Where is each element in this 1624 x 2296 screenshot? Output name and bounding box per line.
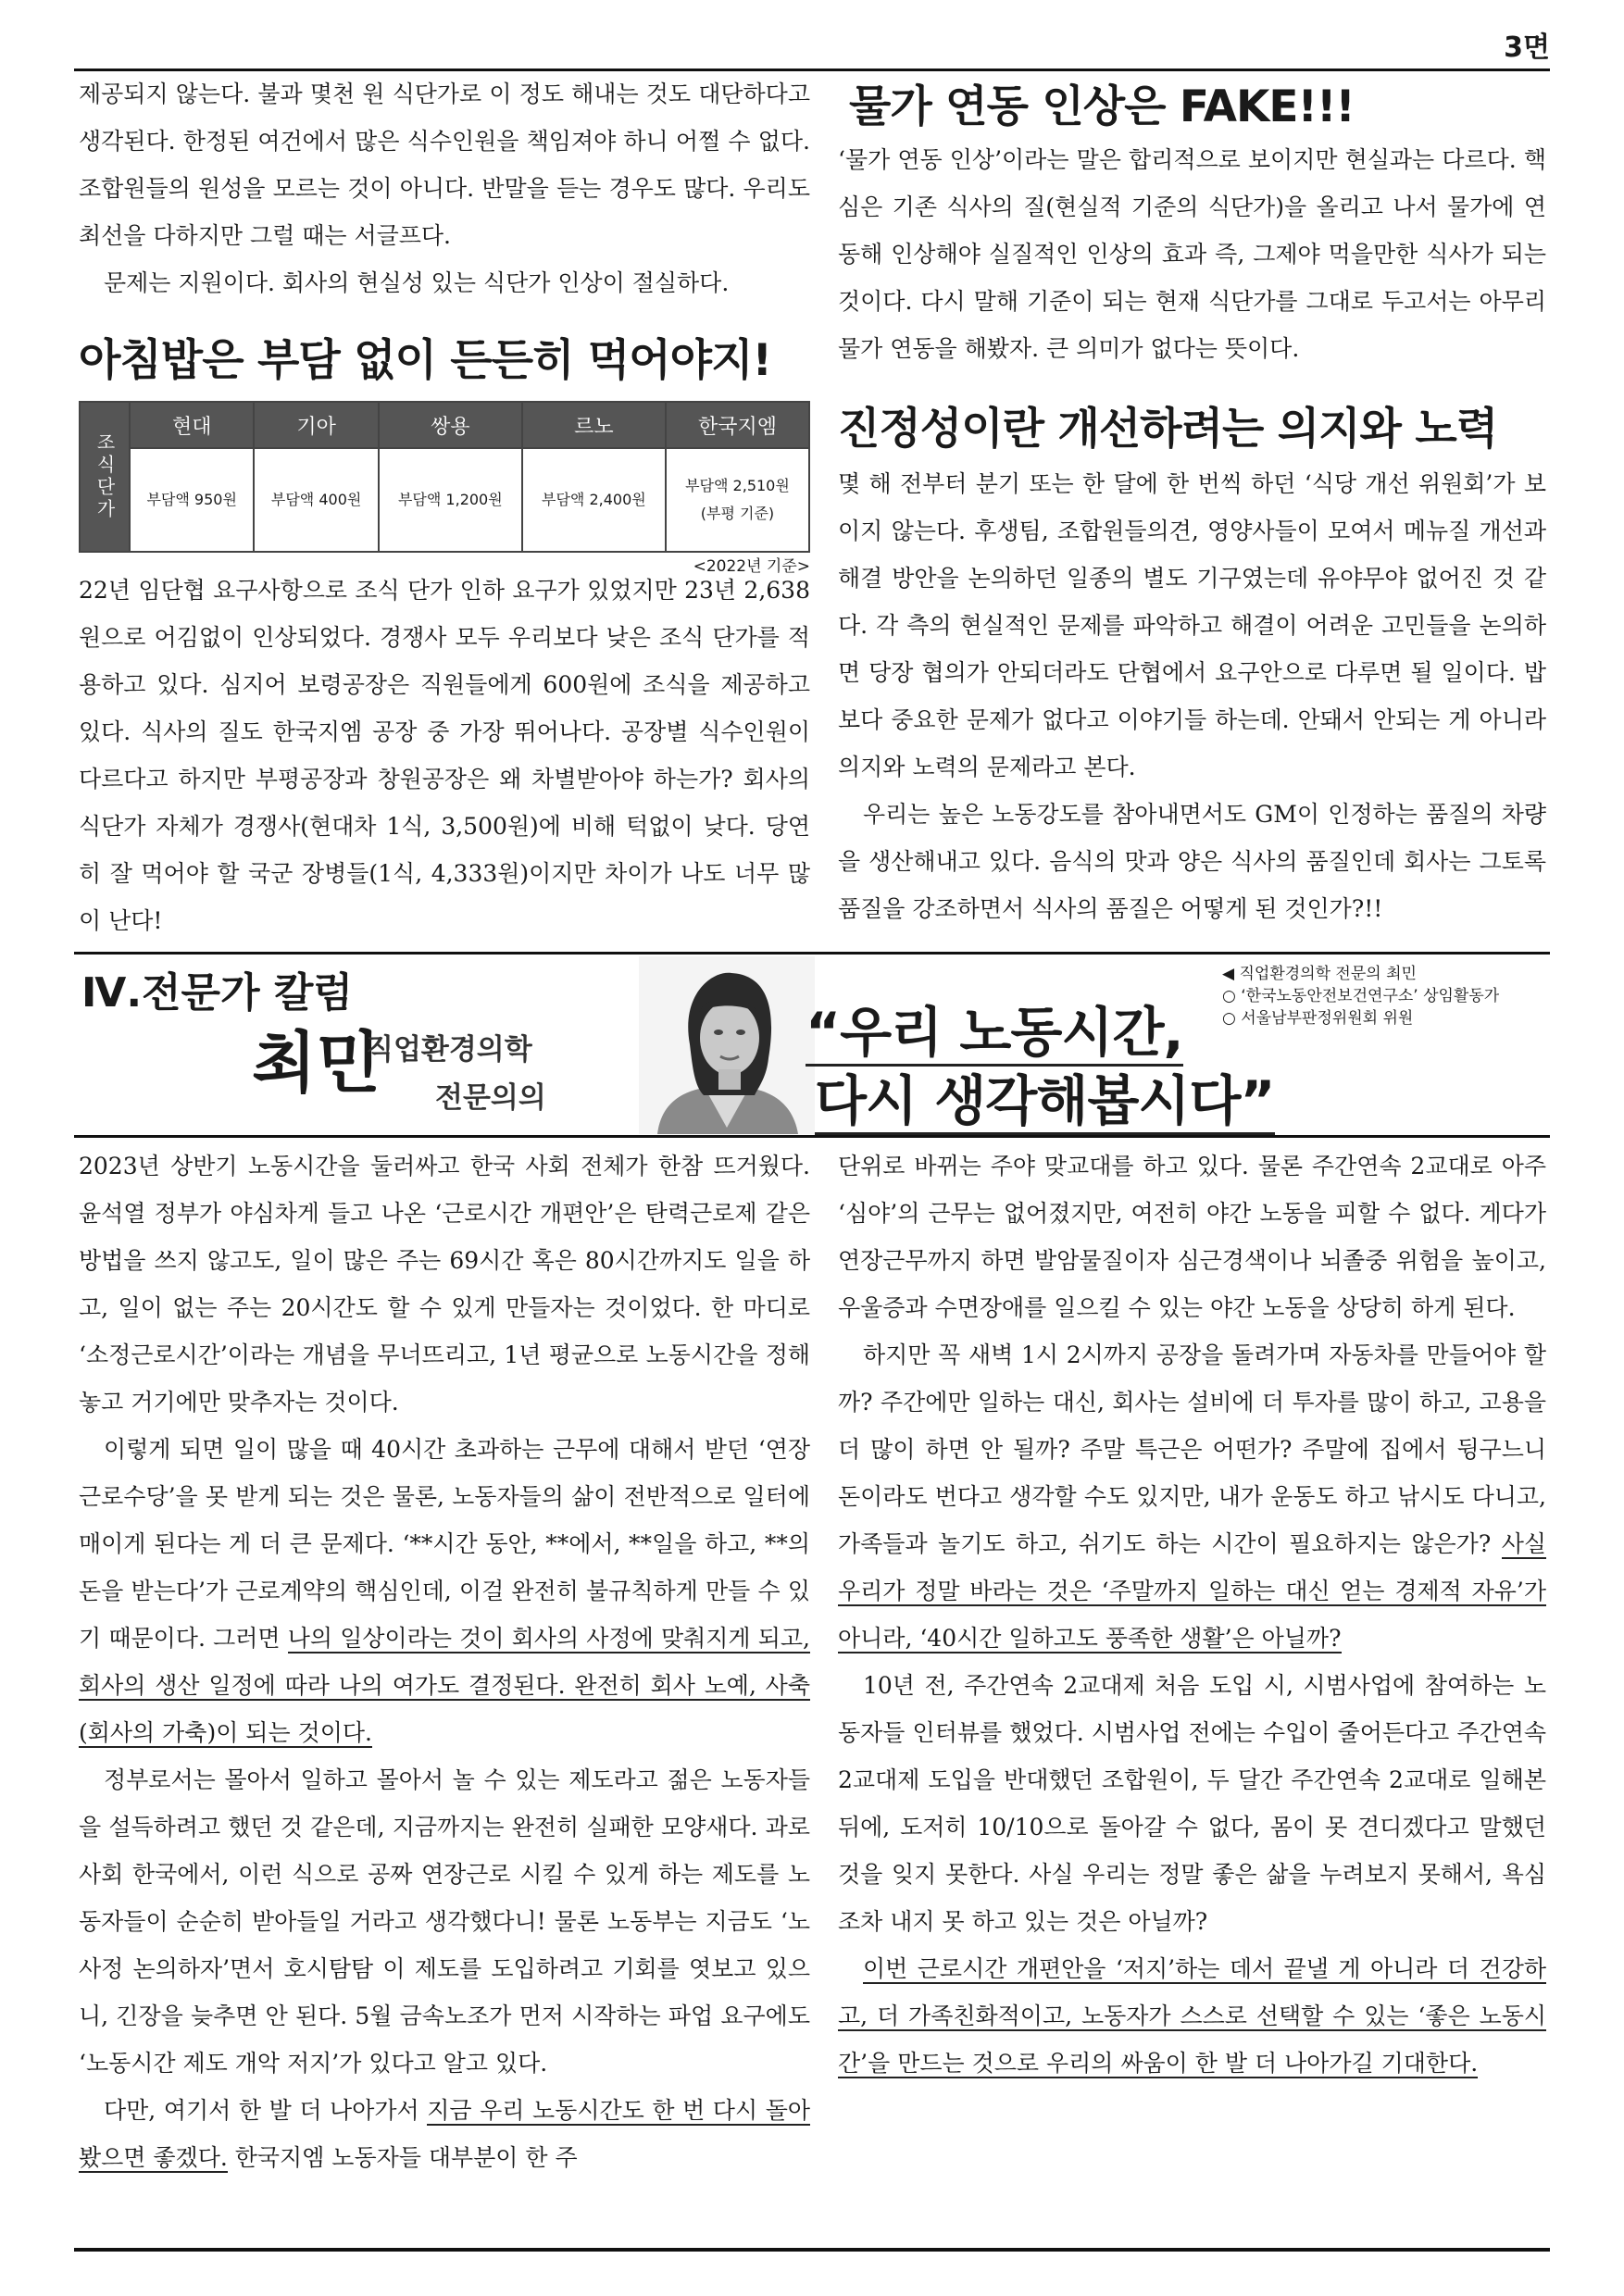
table-cell [666,448,809,552]
sincerity-heading: 진정성이란 개선하려는 의지와 노력 [838,404,1498,455]
table-caption: <2022년 기준> [693,557,810,576]
underlined-text: 사실 우리가 정말 바라는 것은 ‘주말까지 일하는 대신 얻는 경제적 자유’가 아니라, ‘40시간 일하고도 풍족한 생활’은 아닐까? [838,1530,1546,1652]
article-left-column [79,1142,810,2181]
author-photo [639,956,815,1134]
table-header: 기아 [254,402,378,448]
author-portrait-illustration [639,956,815,1134]
table-header: 한국지엠 [666,402,809,448]
article-right-column [838,1142,1546,2087]
meal-price-table [79,401,810,553]
text-run: 다만, 여기서 한 발 더 나아가서 [104,2097,428,2124]
meal-price-table-wrap [79,401,810,576]
paragraph [838,1331,1546,1662]
column-quote-line1: “우리 노동시간, [806,989,1183,1067]
fake-heading: 물가 연동 인상은 FAKE!!! [849,81,1355,132]
paragraph: 22년 임단협 요구사항으로 조식 단가 인하 요구가 있었지만 23년 2,638원으로 어김없이 인상되었다. 경쟁사 모두 우리보다 낮은 조식 단가를 적용하고 있다. 심지어 보령공장은 직원들에게 600원에 조식을 제공하고 있다. 식사의 질도 한국지엠 공장 중 가장 뛰어나다. 공장별 식수인원이 다르다고 하지만 부평공장과 창원공장은 왜 차별받아야 하는가? 회사의 식단가 자체가 경쟁사(현대차 1식, 3,500원)에 비해 턱없이 낮다. 당연히 잘 먹어야 할 국군 장병들(1식, 4,333원)이지만 차이가 나도 너무 많이 난다! [79,577,810,934]
table-cell: 부담액 950원 [130,448,254,552]
paragraph: ‘물가 연동 인상’이라는 말은 합리적으로 보이지만 현실과는 다르다. 핵심은 기존 식사의 질(현실적 기준의 식단가)을 올리고 나서 물가에 연동해 인상해야 실질적인 인상의 효과 즉, 그제야 먹을만한 식사가 되는 것이다. 다시 말해 기준이 되는 현재 식단가를 그대로 두고서는 아무리 물가 연동을 해봤자. 큰 의미가 없다는 뜻이다. [838,146,1546,362]
table-header: 쌍용 [379,402,522,448]
author-title-1: 직업환경의학 [366,1033,532,1067]
underlined-text: 나의 일상이라는 것이 회사의 사정에 맞춰지게 되고, 회사의 생산 일정에 따라 나의 여가도 결정된다. 완전히 회사 노예, 사축(회사의 가축)이 되는 것이다. [79,1625,810,1746]
column-quote-line2: 다시 생각해봅시다” [815,1057,1275,1135]
paragraph: 정부로서는 몰아서 일하고 몰아서 놀 수 있는 제도라고 젊은 노동자들을 설득하려고 했던 것 같은데, 지금까지는 완전히 실패한 모양새다. 과로 사회 한국에서, 이런 식으로 공짜 연장근로 시킬 수 있게 하는 제도를 노동자들이 순순히 받아들일 거라고 생각했다니! 물론 노동부는 지금도 ‘노사정 논의하자’면서 호시탐탐 이 제도를 도입하려고 기회를 엿보고 있으니, 긴장을 늦추면 안 된다. 5월 금속노조가 먼저 시작하는 파업 요구에도 ‘노동시간 제도 개악 저지’가 있다고 알고 있다. [79,1766,810,2077]
table-side-label: 조식단가 [80,402,130,552]
text-run: 하지만 꼭 새벽 1시 2시까지 공장을 돌려가며 자동차를 만들어야 할까? 주간에만 일하는 대신, 회사는 설비에 더 투자를 많이 하고, 고용을 더 많이 하면 안 될까? 주말 특근은 어떤가? 주말에 집에서 뒹구느니 돈이라도 번다고 생각할 수도 있지만, 내가 운동도 하고 낚시도 다니고, 가족들과 놀기도 하고, 쉬기도 하는 시간이 필요하지는 않은가? [838,1341,1546,1557]
text-run: 이렇게 되면 일이 많을 때 40시간 초과하는 근무에 대해서 받던 ‘연장근로수당’을 못 받게 되는 것은 물론, 노동자들의 삶이 전반적으로 일터에 매이게 된다는 게 더 큰 문제다. ‘**시간 동안, **에서, **일을 하고, **의 돈을 받는다’가 근로계약의 핵심인데, 이걸 완전히 불규칙하게 만들 수 있기 때문이다. 그러면 [79,1436,810,1652]
author-title-2: 전문의의 [435,1081,546,1115]
column-header-divider [74,1135,1550,1138]
table-header: 르노 [522,402,666,448]
top-left-column [79,70,810,306]
bottom-rule [74,2248,1550,2252]
paragraph [79,2087,810,2181]
table-cell: 부담액 1,200원 [379,448,522,552]
author-info-line: ◀ 직업환경의학 전문의 최민 [1222,965,1417,983]
table-cell: 부담액 400원 [254,448,378,552]
author-info-line: ○ ‘한국노동안전보건연구소’ 상임활동가 [1222,987,1500,1005]
section-divider [74,952,1550,955]
breakfast-heading: 아침밥은 부담 없이 든든히 먹어야지! [79,335,771,386]
author-name: 최민 [252,1024,381,1102]
column-section-title: Ⅳ.전문가 칼럼 [81,969,353,1017]
table-cell: 부담액 2,400원 [522,448,666,552]
paragraph: 2023년 상반기 노동시간을 둘러싸고 한국 사회 전체가 한참 뜨거웠다. 윤석열 정부가 야심차게 들고 나온 ‘근로시간 개편안’은 탄력근로제 같은 방법을 쓰지 않고도, 일이 많은 주는 69시간 혹은 80시간까지도 일을 하고, 일이 없는 주는 20시간도 할 수 있게 만들자는 것이었다. 한 마디로 ‘소정근로시간’이라는 개념을 무너뜨리고, 1년 평균으로 노동시간을 정해놓고 거기에만 맞추자는 것이다. [79,1153,810,1416]
paragraph: 10년 전, 주간연속 2교대제 처음 도입 시, 시범사업에 참여하는 노동자들 인터뷰를 했었다. 시범사업 전에는 수입이 줄어든다고 주간연속 2교대제 도입을 반대했던 조합원이, 두 달간 주간연속 2교대로 일해본 뒤에, 도저히 10/10으로 돌아갈 수 없다, 몸이 못 견디겠다고 말했던 것을 잊지 못한다. 사실 우리는 정말 좋은 삶을 누려보지 못해서, 욕심조차 내지 못 하고 있는 것은 아닐까? [838,1672,1547,1935]
underlined-text: 지금 우리 노동시간도 한 번 다시 돌아봤으면 좋겠다. [79,2097,810,2171]
paragraph [838,1945,1546,2087]
page-number: 3면 [1504,31,1550,64]
top-right-column [838,72,1546,932]
author-info [1222,963,1499,1029]
paragraph: 단위로 바뀌는 주야 맞교대를 하고 있다. 물론 주간연속 2교대로 아주 ‘심야’의 근무는 없어졌지만, 여전히 야간 노동을 피할 수 없다. 게다가 연장근무까지 하면 발암물질이자 심근경색이나 뇌졸중 위험을 높이고, 우울증과 수면장애를 일으킬 수 있는 야간 노동을 상당히 하게 된다. [838,1153,1546,1321]
paragraph: 제공되지 않는다. 불과 몇천 원 식단가로 이 정도 해내는 것도 대단하다고 생각된다. 한정된 여건에서 많은 식수인원을 책임져야 하니 어쩔 수 없다. 조합원들의 원성을 모르는 것이 아니다. 반말을 듣는 경우도 많다. 우리도 최선을 다하지만 그럴 때는 서글프다. [79,81,810,249]
text-run: 한국지엠 노동자들 대부분이 한 주 [227,2144,578,2171]
paragraph: 우리는 높은 노동강도를 참아내면서도 GM이 인정하는 품질의 차량을 생산해내고 있다. 음식의 맛과 양은 식사의 품질인데 회사는 그토록 품질을 강조하면서 식사의 품질은 어떻게 된 것인가?!! [838,801,1546,922]
table-cell-note: (부평 기준) [700,505,775,522]
breakfast-section [79,326,819,388]
paragraph: 몇 해 전부터 분기 또는 한 달에 한 번씩 하던 ‘식당 개선 위원회’가 보이지 않는다. 후생팀, 조합원들의견, 영양사들이 모여서 메뉴질 개선과 해결 방안을 논의하던 일종의 별도 기구였는데 유야무야 없어진 것 같다. 각 측의 현실적인 문제를 파악하고 해결이 어려운 고민들을 논의하면 당장 협의가 안되더라도 단협에서 요구안으로 다루면 될 일이다. 밥보다 중요한 문제가 없다고 이야기들 하는데. 안돼서 안되는 게 아니라 의지와 노력의 문제라고 본다. [838,470,1546,780]
paragraph [79,1426,810,1756]
table-header: 현대 [130,402,254,448]
underlined-text: 이번 근로시간 개편안을 ‘저지’하는 데서 끝낼 게 아니라 더 건강하고, 더 가족친화적이고, 노동자가 스스로 선택할 수 있는 ‘좋은 노동시간’을 만드는 것으로 우리의 싸움이 한 발 더 나아가길 기대한다. [838,1955,1546,2077]
paragraph: 문제는 지원이다. 회사의 현실성 있는 식단가 인상이 절실하다. [104,269,730,296]
breakfast-body [79,567,810,944]
author-info-line: ○ 서울남부판정위원회 위원 [1222,1009,1414,1028]
table-cell-value: 부담액 2,510원 [685,477,790,494]
